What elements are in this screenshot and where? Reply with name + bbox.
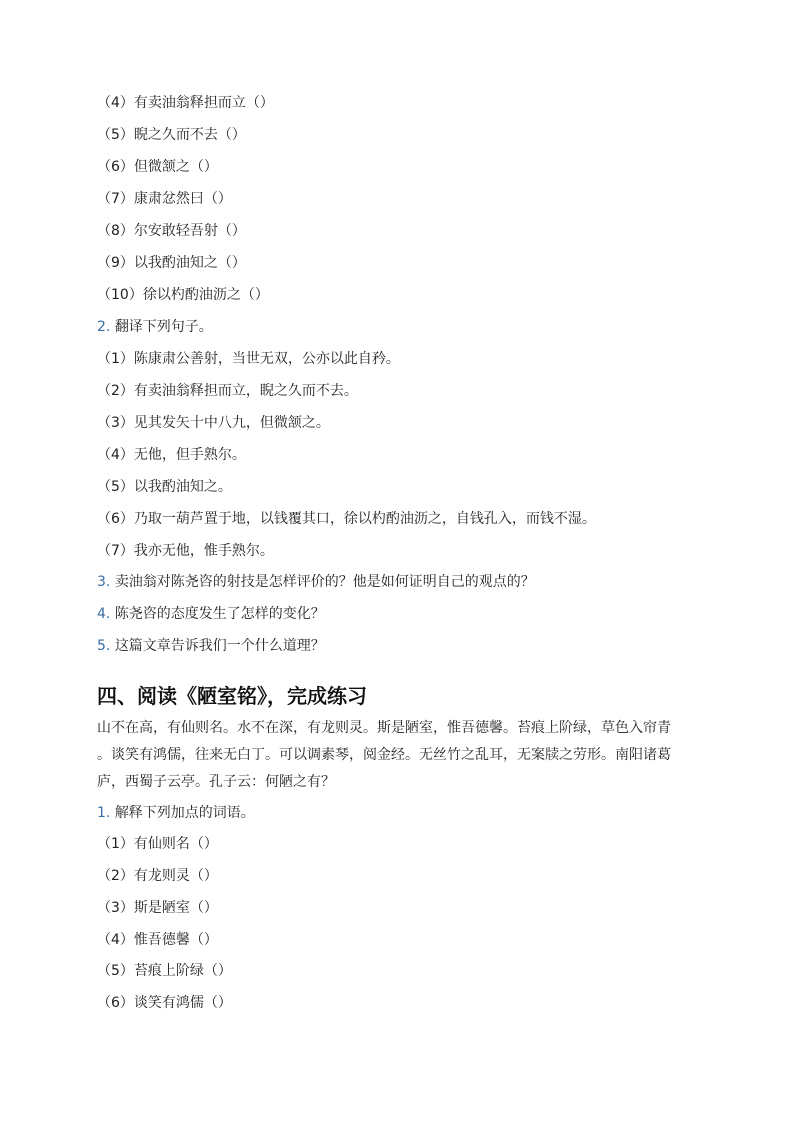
passage-line: 。谈笑有鸿儒，往来无白丁。可以调素琴，阅金经。无丝竹之乱耳，无案牍之劳形。南阳诸葛 bbox=[97, 747, 671, 763]
question-text: 卖油翁对陈尧咨的射技是怎样评价的？他是如何证明自己的观点的？ bbox=[114, 574, 535, 590]
question-number: 2. bbox=[97, 319, 111, 335]
vocab-item: （8）尔安敢轻吾射（） bbox=[97, 223, 246, 239]
translate-item: （5）以我酌油知之。 bbox=[97, 479, 232, 495]
vocab-item: （2）有龙则灵（） bbox=[97, 868, 218, 884]
vocab-item: （6）谈笑有鸿儒（） bbox=[97, 995, 232, 1011]
translate-item: （6）乃取一葫芦置于地，以钱覆其口，徐以杓酌油沥之，自钱孔入，而钱不湿。 bbox=[97, 511, 596, 527]
question-number: 5. bbox=[97, 638, 111, 654]
vocab-item: （1）有仙则名（） bbox=[97, 836, 218, 852]
vocab-item: （5）睨之久而不去（） bbox=[97, 127, 246, 143]
question-number: 3. bbox=[97, 574, 111, 590]
question-1 bbox=[97, 803, 255, 823]
vocab-item: （4）有卖油翁释担而立（） bbox=[97, 95, 274, 111]
translate-item: （2）有卖油翁释担而立，睨之久而不去。 bbox=[97, 383, 358, 399]
question-3 bbox=[97, 572, 535, 592]
vocab-item: （10）徐以杓酌油沥之（） bbox=[97, 287, 269, 303]
vocab-item: （9）以我酌油知之（） bbox=[97, 255, 246, 271]
question-text: 翻译下列句子。 bbox=[114, 319, 213, 335]
question-4 bbox=[97, 604, 325, 624]
passage-line: 山不在高，有仙则名。水不在深，有龙则灵。斯是陋室，惟吾德馨。苔痕上阶绿，草色入帘青 bbox=[97, 720, 671, 736]
vocab-item: （4）惟吾德馨（） bbox=[97, 932, 218, 948]
translate-item: （3）见其发矢十中八九，但微颔之。 bbox=[97, 415, 330, 431]
question-text: 解释下列加点的词语。 bbox=[114, 805, 255, 821]
vocab-item: （6）但微颔之（） bbox=[97, 159, 218, 175]
vocab-item: （7）康肃忿然曰（） bbox=[97, 191, 232, 207]
question-text: 这篇文章告诉我们一个什么道理？ bbox=[114, 638, 325, 654]
question-number: 4. bbox=[97, 606, 111, 622]
passage-line: 庐，西蜀子云亭。孔子云：何陋之有？ bbox=[97, 774, 335, 790]
translate-item: （1）陈康肃公善射，当世无双，公亦以此自矜。 bbox=[97, 351, 400, 367]
question-5 bbox=[97, 636, 325, 656]
question-number: 1. bbox=[97, 805, 111, 821]
translate-item: （4）无他，但手熟尔。 bbox=[97, 447, 246, 463]
vocab-item: （3）斯是陋室（） bbox=[97, 900, 218, 916]
vocab-item: （5）苔痕上阶绿（） bbox=[97, 963, 232, 979]
question-2 bbox=[97, 317, 213, 337]
section-heading: 四、阅读《陋室铭》，完成练习 bbox=[97, 684, 367, 708]
translate-item: （7）我亦无他，惟手熟尔。 bbox=[97, 543, 274, 559]
question-text: 陈尧咨的态度发生了怎样的变化？ bbox=[114, 606, 325, 622]
